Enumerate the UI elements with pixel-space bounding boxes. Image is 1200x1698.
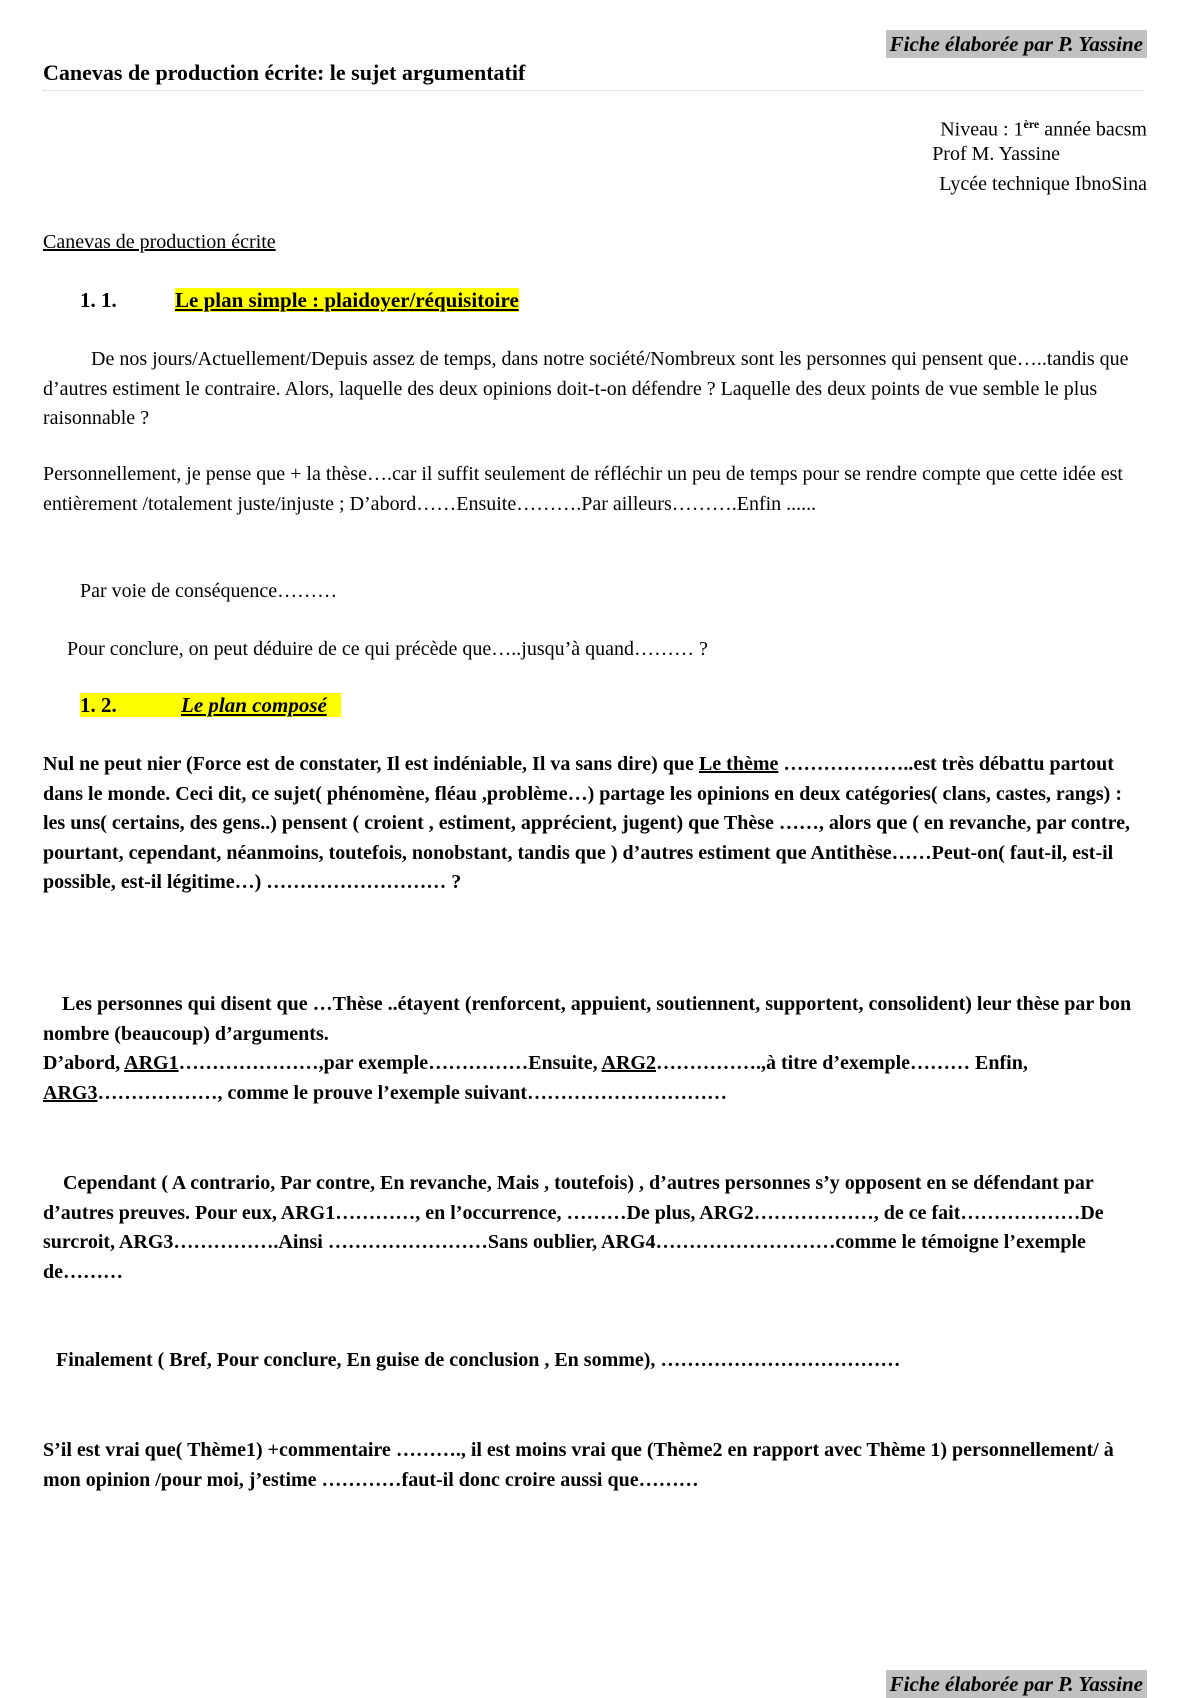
section1-number: 1. 1. bbox=[80, 288, 117, 312]
arg3-label: ARG3 bbox=[43, 1081, 98, 1104]
section2-paragraph-synthesis: S’il est vrai que( Thème1) +commentaire ………., il est moins vrai que (Thème2 en rapport avec Thème 1) personnellement/ à mon opinion /pour moi, j’estime …………faut-il donc croire aussi que……… bbox=[43, 1439, 1114, 1491]
section2-paragraph-intro: Nul ne peut nier (Force est de constater, Il est indéniable, Il va sans dire) que Le thème ………………..est très débattu partout dans le monde. Ceci dit, ce sujet( phénomène, fléau ,problème…) partage les opinions en deux catégories( clans, castes, rangs) : les uns( certains, des gens..) pensent ( croient , estiment, apprécient, jugent) que Thèse ……, alors que ( en revanche, par contre, pourtant, cependant, néanmoins, toutefois, nonobstant, tandis que ) d’autres estiment que Antithèse……Peut-on( faut-il, est-il possible, est-il légitime…) ……………………… ? bbox=[43, 753, 1130, 893]
subtitle: Canevas de production écrite bbox=[43, 231, 276, 253]
section2-paragraph-arguments: D’abord, ARG1…………………,par exemple……………Ensuite, ARG2…………….,à titre d’exemple……… Enfin, ARG3………………, comme le prouve l’exemple suivant………………………… bbox=[43, 1052, 1028, 1104]
section2-paragraph-finally: Finalement ( Bref, Pour conclure, En guise de conclusion , En somme), ……………………………… bbox=[56, 1349, 901, 1371]
info-niveau bbox=[940, 112, 1147, 142]
section2-title: Le plan composé bbox=[181, 693, 327, 717]
arg2-label: ARG2 bbox=[601, 1052, 656, 1074]
section2-paragraph-thesis: Les personnes qui disent que …Thèse ..étayent (renforcent, appuient, soutiennent, supportent, consolident) leur thèse par bon nombre (beaucoup) d’arguments. bbox=[43, 993, 1132, 1045]
section1-paragraph-consequence: Par voie de conséquence……… bbox=[80, 580, 338, 602]
footer-author-tag: Fiche élaborée par P. Yassine bbox=[886, 1670, 1147, 1698]
section1-paragraph-conclusion: Pour conclure, on peut déduire de ce qui précède que…..jusqu’à quand……… ? bbox=[67, 638, 708, 660]
niveau-prefix: Niveau : 1 bbox=[940, 118, 1024, 141]
section2-heading bbox=[80, 691, 341, 719]
header-author-tag: Fiche élaborée par P. Yassine bbox=[886, 30, 1147, 58]
page-title: Canevas de production écrite: le sujet argumentatif bbox=[43, 60, 1143, 91]
info-lycee: Lycée technique IbnoSina bbox=[939, 173, 1147, 195]
niveau-suffix: année bacsm bbox=[1039, 118, 1147, 141]
info-prof: Prof M. Yassine bbox=[932, 143, 1060, 165]
section1-title: Le plan simple : plaidoyer/réquisitoire bbox=[175, 288, 519, 312]
niveau-sup: ère bbox=[1023, 117, 1040, 131]
section2-paragraph-antithesis: Cependant ( A contrario, Par contre, En revanche, Mais , toutefois) , d’autres personnes s’y opposent en se défendant par d’autres preuves. Pour eux, ARG1…………, en l’occurrence, ………De plus, ARG2………………, de ce fait………………De surcroit, ARG3…………….Ainsi ……………………Sans oublier, ARG4………………………comme le témoigne l’exemple de……… bbox=[43, 1172, 1104, 1283]
section1-paragraph-intro: De nos jours/Actuellement/Depuis assez de temps, dans notre société/Nombreux sont les personnes qui pensent que…..tandis que d’autres estiment le contraire. Alors, laquelle des deux opinions doit-t-on défendre ? Laquelle des deux points de vue semble le plus raisonnable ? bbox=[43, 348, 1129, 429]
arg1-label: ARG1 bbox=[124, 1052, 179, 1074]
section2-number: 1. 2. bbox=[80, 693, 117, 717]
theme-label: Le thème bbox=[698, 753, 779, 775]
section1-paragraph-thesis: Personnellement, je pense que + la thèse….car il suffit seulement de réfléchir un peu de temps pour se rendre compte que cette idée est entièrement /totalement juste/injuste ; D’abord……Ensuite……….Par ailleurs……….Enfin ...... bbox=[43, 463, 1123, 515]
section1-heading bbox=[80, 286, 519, 314]
